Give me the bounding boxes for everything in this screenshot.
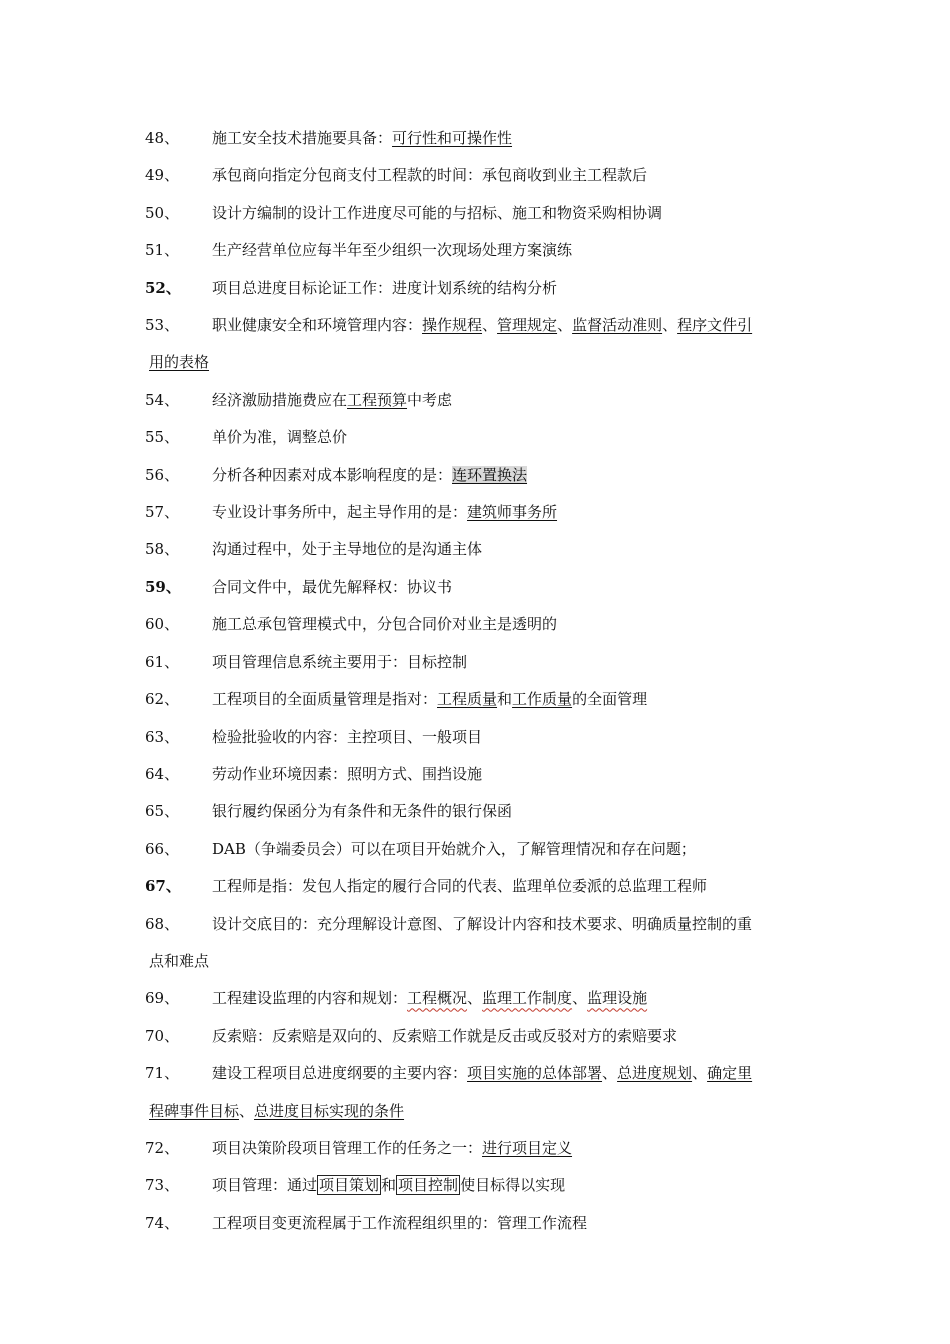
- item-text: 工程建设监理的内容和规划：: [212, 989, 408, 1008]
- item-text: 建设工程项目总进度纲要的主要内容：: [212, 1064, 468, 1083]
- item-text: 沟通过程中，处于主导地位的是沟通主体: [212, 540, 483, 559]
- item-text: 工程项目的全面质量管理是指对：: [212, 690, 438, 709]
- list-item: [145, 644, 815, 681]
- list-item: [145, 157, 815, 194]
- marked-text: 项目实施的总体部署: [467, 1064, 603, 1083]
- list-item: [145, 419, 815, 456]
- item-number: 53、: [145, 316, 180, 335]
- numbered-list: [145, 120, 815, 1242]
- item-content: [212, 166, 647, 184]
- item-content: [212, 915, 752, 933]
- item-text: 、: [482, 316, 498, 335]
- item-number: 74、: [145, 1213, 180, 1232]
- item-text: 施工安全技术措施要具备：: [212, 129, 393, 147]
- item-content: [212, 840, 696, 858]
- list-item: [145, 1018, 815, 1055]
- list-item: [145, 831, 815, 868]
- item-content: [212, 690, 647, 708]
- marked-text: 用的表格: [149, 353, 210, 372]
- item-text: 工程师是指：发包人指定的履行合同的代表、监理单位委派的总监理工程师: [212, 877, 708, 896]
- item-content: [212, 765, 482, 783]
- item-continuation: [145, 943, 815, 980]
- marked-text: 工程预算: [347, 390, 408, 409]
- list-item: [145, 382, 815, 419]
- item-number: 66、: [145, 839, 180, 858]
- item-content: [212, 428, 347, 446]
- item-number: 54、: [145, 390, 180, 409]
- list-item: [145, 531, 815, 568]
- item-content: [212, 1064, 752, 1082]
- item-number: 61、: [145, 652, 180, 671]
- marked-text: 总进度规划: [617, 1064, 693, 1083]
- item-content: [212, 391, 452, 409]
- item-number: 70、: [145, 1026, 180, 1045]
- list-item: [145, 270, 815, 307]
- item-number: 59、: [145, 577, 181, 596]
- item-text: 点和难点: [149, 951, 210, 970]
- marked-text: 监理设施: [587, 989, 648, 1008]
- item-number: 52、: [145, 278, 181, 297]
- item-text: 分析各种因素对成本影响程度的是：: [212, 465, 453, 484]
- item-text: 、: [692, 1064, 708, 1083]
- marked-text: 确定里: [707, 1064, 753, 1083]
- list-item: [145, 1167, 815, 1204]
- item-continuation: [145, 1093, 815, 1130]
- item-content: [212, 204, 662, 222]
- marked-text: 工程质量: [437, 690, 498, 709]
- list-item: [145, 868, 815, 905]
- item-content: [212, 1175, 565, 1195]
- item-number: 68、: [145, 914, 180, 933]
- list-item: [145, 232, 815, 269]
- item-text: 和: [381, 1176, 397, 1195]
- marked-text: 建筑师事务所: [467, 503, 558, 522]
- item-text: 生产经营单位应每半年至少组织一次现场处理方案演练: [212, 241, 573, 260]
- item-text: 合同文件中，最优先解释权：协议书: [212, 577, 453, 596]
- list-item: [145, 980, 815, 1017]
- item-text: 、: [557, 316, 573, 335]
- item-number: 55、: [145, 428, 180, 447]
- item-content: [212, 653, 467, 671]
- item-number: 60、: [145, 615, 180, 634]
- item-number: 69、: [145, 989, 180, 1008]
- item-text: 、: [572, 989, 588, 1008]
- marked-text: 程碑事件目标: [149, 1101, 240, 1120]
- item-text: DAB（争端委员会）可以在项目开始就介入，了解管理情况和存在问题；: [212, 839, 696, 858]
- item-text: 项目管理信息系统主要用于：目标控制: [212, 652, 468, 671]
- item-text: 承包商向指定分包商支付工程款的时间：承包商收到业主工程款后: [212, 166, 648, 185]
- list-item: [145, 1205, 815, 1242]
- list-item: [145, 569, 815, 606]
- item-text: 使目标得以实现: [460, 1176, 566, 1195]
- item-number: 57、: [145, 503, 180, 522]
- item-number: 51、: [145, 241, 180, 260]
- item-text: 反索赔：反索赔是双向的、反索赔工作就是反击或反驳对方的索赔要求: [212, 1026, 678, 1045]
- marked-text: 项目策划: [319, 1176, 380, 1195]
- item-text: 专业设计事务所中，起主导作用的是：: [212, 503, 468, 522]
- item-content: [212, 279, 557, 297]
- marked-text: 项目控制: [398, 1176, 459, 1195]
- marked-text: 工作质量: [512, 690, 573, 709]
- item-number: 62、: [145, 690, 180, 709]
- list-item: [145, 1055, 815, 1130]
- marked-text: 管理规定: [497, 316, 558, 335]
- item-text: 职业健康安全和环境管理内容：: [212, 316, 423, 335]
- item-text: 设计方编制的设计工作进度尽可能的与招标、施工和物资采购相协调: [212, 203, 663, 222]
- item-number: 49、: [145, 166, 180, 185]
- item-text: 、: [467, 989, 483, 1008]
- item-content: [212, 728, 482, 746]
- item-content: [212, 578, 452, 596]
- item-content: [212, 989, 647, 1007]
- list-item: [145, 606, 815, 643]
- item-content: [212, 1027, 677, 1045]
- marked-text: 进行项目定义: [482, 1138, 573, 1157]
- item-content: [212, 802, 512, 820]
- item-number: 67、: [145, 877, 181, 896]
- item-number: 50、: [145, 203, 180, 222]
- marked-text: 工程概况: [407, 989, 468, 1008]
- item-content: [212, 466, 527, 484]
- item-text: 的全面管理: [572, 690, 648, 709]
- item-text: 工程项目变更流程属于工作流程组织里的：管理工作流程: [212, 1213, 588, 1232]
- item-number: 64、: [145, 764, 180, 783]
- item-text: 、: [602, 1064, 618, 1083]
- item-content: [212, 615, 557, 633]
- item-text: 项目决策阶段项目管理工作的任务之一：: [212, 1138, 483, 1157]
- item-text: 劳动作业环境因素：照明方式、围挡设施: [212, 764, 483, 783]
- item-text: 经济激励措施费应在: [212, 390, 348, 409]
- item-content: [212, 316, 752, 334]
- item-text: 银行履约保函分为有条件和无条件的银行保函: [212, 802, 513, 821]
- item-content: [212, 129, 512, 147]
- item-text: 中考虑: [407, 390, 453, 409]
- item-text: 、: [662, 316, 678, 335]
- item-text: 和: [497, 690, 513, 709]
- list-item: [145, 1130, 815, 1167]
- item-text: 、: [239, 1101, 255, 1120]
- marked-text: 总进度目标实现的条件: [254, 1101, 405, 1120]
- list-item: [145, 120, 815, 157]
- item-number: 56、: [145, 465, 180, 484]
- item-text: 设计交底目的：充分理解设计意图、了解设计内容和技术要求、明确质量控制的重: [212, 914, 753, 933]
- marked-text: 监理工作制度: [482, 989, 573, 1008]
- item-number: 48、: [145, 129, 180, 147]
- list-item: [145, 195, 815, 232]
- item-content: [212, 503, 557, 521]
- item-text: 项目管理：通过: [212, 1176, 318, 1195]
- marked-text: 程序文件引: [677, 316, 753, 335]
- item-number: 72、: [145, 1138, 180, 1157]
- list-item: [145, 756, 815, 793]
- list-item: [145, 719, 815, 756]
- marked-text: 可行性和可操作性: [392, 129, 513, 147]
- item-number: 73、: [145, 1176, 180, 1195]
- list-item: [145, 906, 815, 981]
- list-item: [145, 494, 815, 531]
- item-content: [212, 1214, 587, 1232]
- item-text: 施工总承包管理模式中，分包合同价对业主是透明的: [212, 615, 558, 634]
- item-content: [212, 1139, 572, 1157]
- list-item: [145, 681, 815, 718]
- item-number: 63、: [145, 727, 180, 746]
- item-text: 检验批验收的内容：主控项目、一般项目: [212, 727, 483, 746]
- marked-text: 连环置换法: [452, 465, 528, 484]
- item-number: 58、: [145, 540, 180, 559]
- item-number: 65、: [145, 802, 180, 821]
- list-item: [145, 307, 815, 382]
- item-continuation: [145, 344, 815, 381]
- item-text: 单价为准，调整总价: [212, 428, 348, 447]
- item-number: 71、: [145, 1064, 180, 1083]
- item-text: 项目总进度目标论证工作：进度计划系统的结构分析: [212, 278, 558, 297]
- item-content: [212, 241, 572, 259]
- item-content: [212, 540, 482, 558]
- marked-text: 监督活动准则: [572, 316, 663, 335]
- list-item: [145, 457, 815, 494]
- item-content: [212, 877, 707, 895]
- marked-text: 操作规程: [422, 316, 483, 335]
- list-item: [145, 793, 815, 830]
